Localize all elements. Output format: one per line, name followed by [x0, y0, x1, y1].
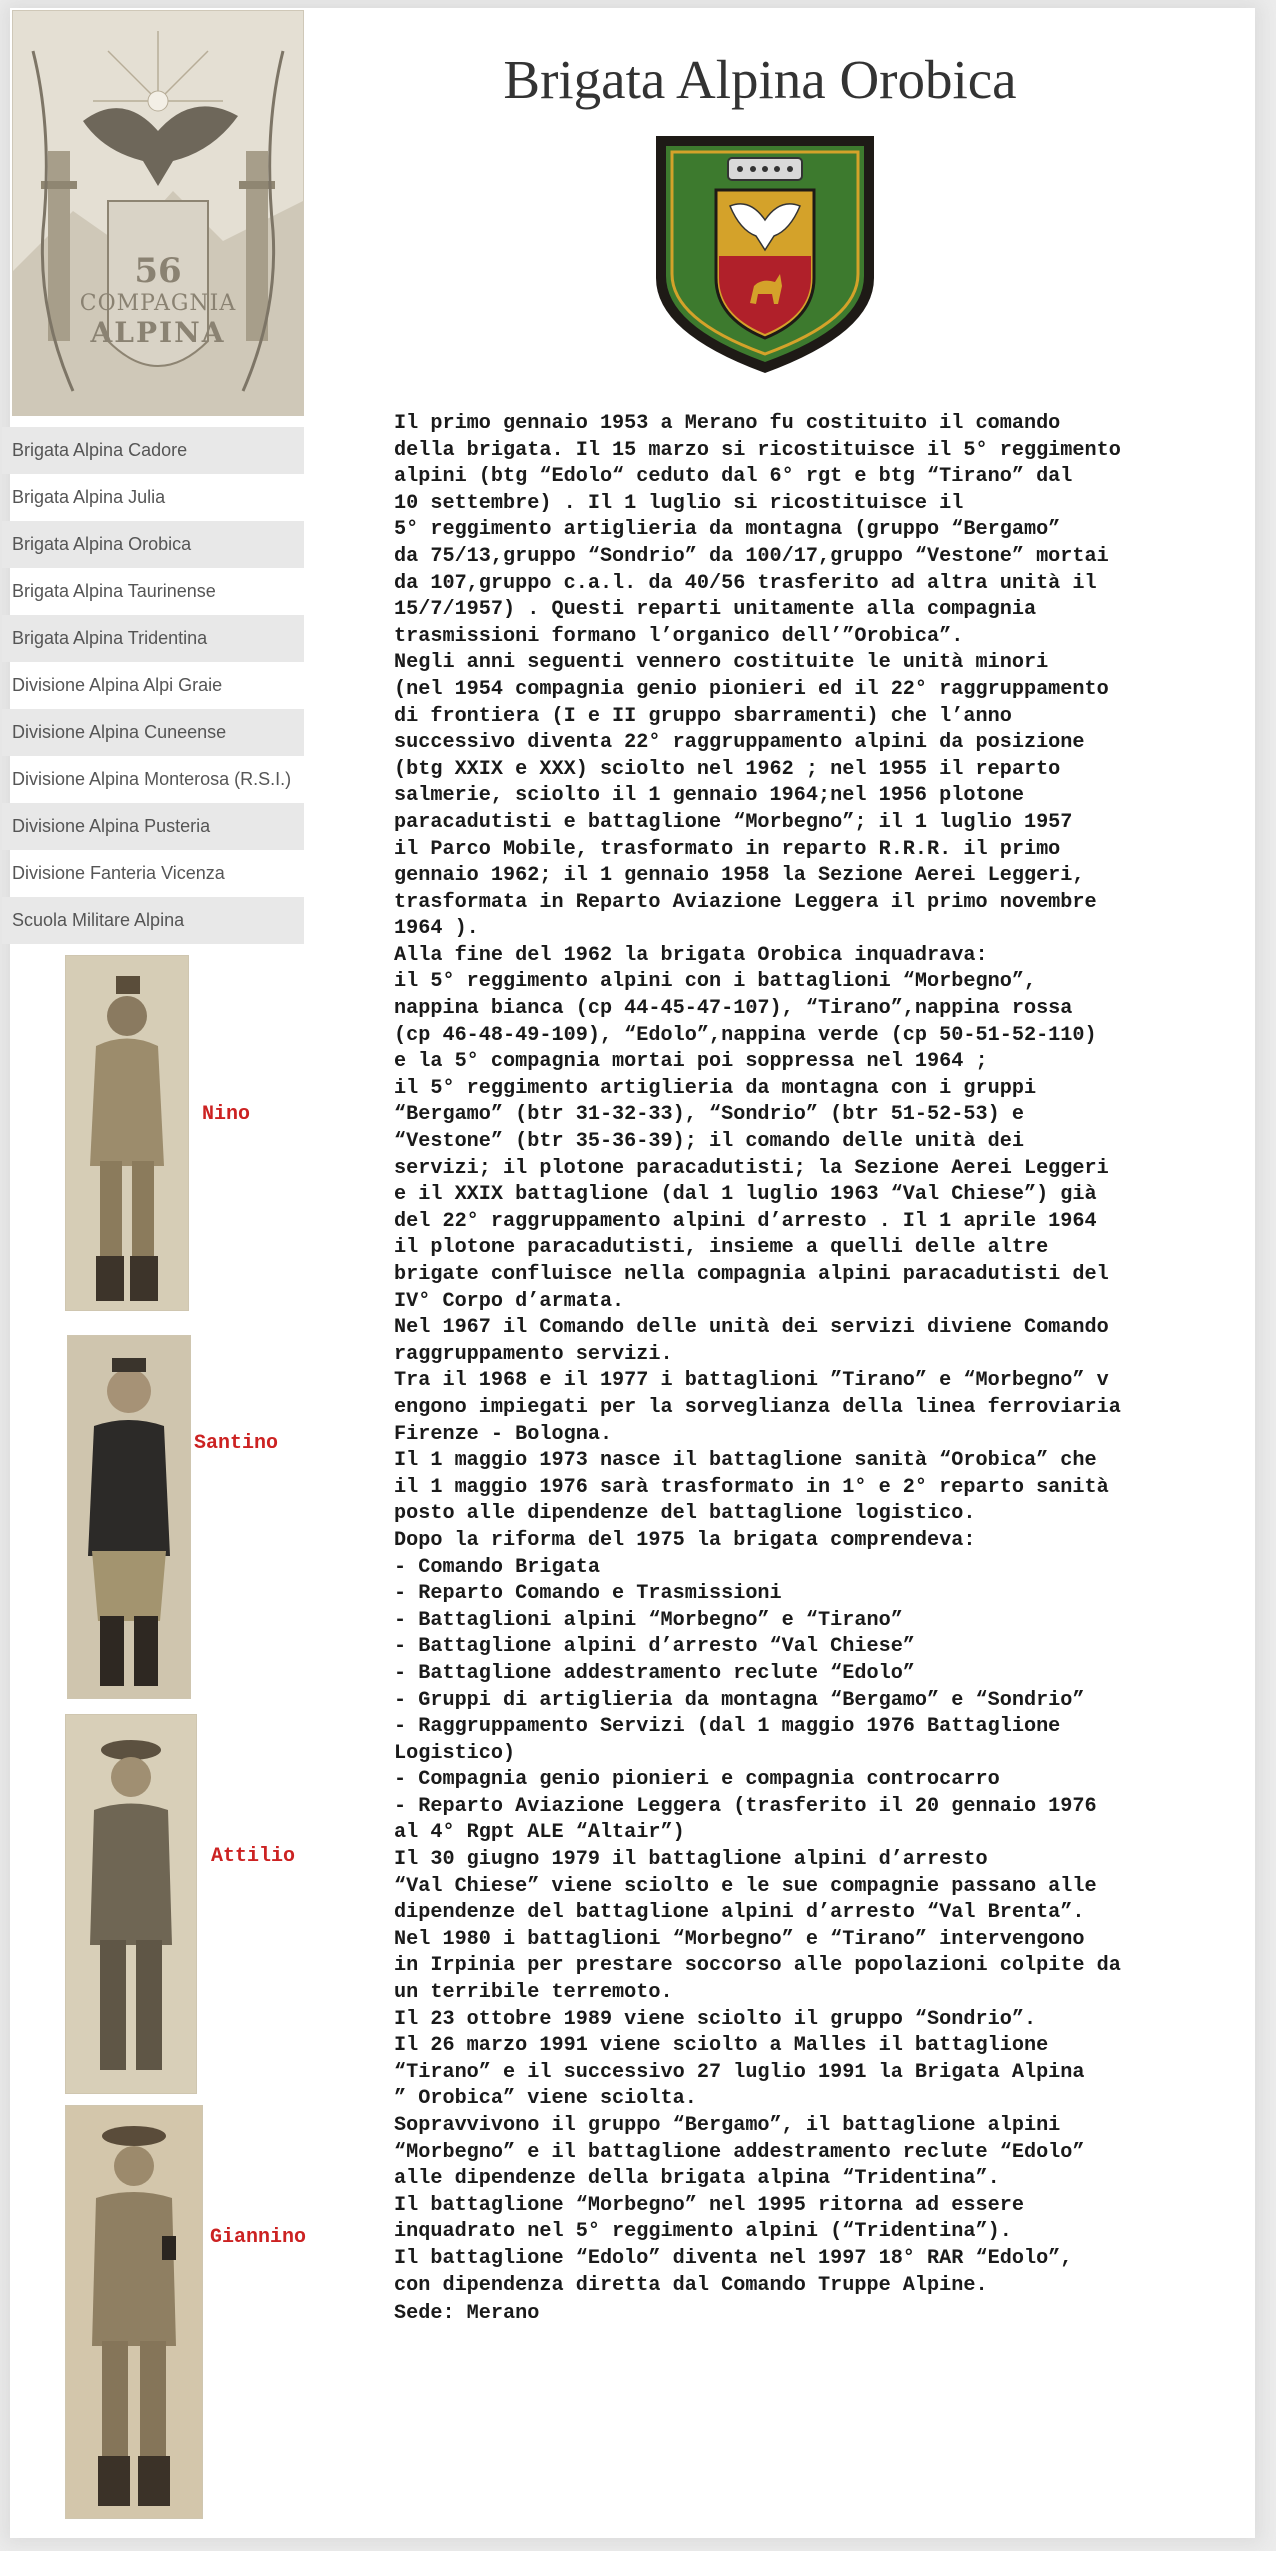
- history-text-line: trasformata in Reparto Aviazione Leggera il primo novembre: [394, 890, 1097, 914]
- history-text-line: al 4° Rgpt ALE “Altair”): [394, 1821, 685, 1845]
- history-text-line: Firenze - Bologna.: [394, 1422, 613, 1446]
- history-text-line: - Compagnia genio pionieri e compagnia controcarro: [394, 1768, 1000, 1792]
- history-text-line: 5° reggimento artiglieria da montagna (gruppo “Bergamo”: [394, 518, 1061, 542]
- history-text-line: IV° Corpo d’armata.: [394, 1289, 625, 1313]
- history-text-line: Il 23 ottobre 1989 viene sciolto il gruppo “Sondrio”.: [394, 2007, 1037, 2031]
- sidebar-menu: [2, 427, 304, 944]
- history-text-line: Nel 1967 il Comando delle unità dei servizi diviene Comando: [394, 1316, 1109, 1340]
- history-text-line: servizi; il plotone paracadutisti; la Sezione Aerei Leggeri: [394, 1156, 1109, 1180]
- history-text-line: Nel 1980 i battaglioni “Morbegno” e “Tirano” intervengono: [394, 1927, 1085, 1951]
- history-text-line: Logistico): [394, 1741, 516, 1765]
- history-text-line: il Parco Mobile, trasformato in reparto R.R.R. il primo: [394, 837, 1061, 861]
- portrait-giannino-label: Giannino: [210, 2226, 307, 2249]
- postcard-line2: ALPINA: [90, 316, 226, 349]
- history-text-line: raggruppamento servizi.: [394, 1342, 673, 1366]
- sidebar-item-vicenza[interactable]: Divisione Fanteria Vicenza: [12, 863, 225, 883]
- history-text-line: - Battaglioni alpini “Morbegno” e “Tirano”: [394, 1608, 903, 1632]
- history-text-line: dipendenze del battaglione alpini d’arresto “Val Brenta”.: [394, 1901, 1085, 1925]
- history-text-line: 10 settembre) . Il 1 luglio si ricostituisce il: [394, 491, 964, 515]
- history-text-line: “Tirano” e il successivo 27 luglio 1991 la Brigata Alpina: [394, 2060, 1085, 2084]
- history-text-line: - Battaglione addestramento reclute “Edolo”: [394, 1661, 915, 1685]
- sidebar-item-orobica[interactable]: Brigata Alpina Orobica: [2, 521, 304, 568]
- sidebar-item-alpi-graie[interactable]: Divisione Alpina Alpi Graie: [12, 675, 223, 695]
- history-text-line: Sopravvivono il gruppo “Bergamo”, il battaglione alpini: [394, 2114, 1061, 2137]
- history-text-line: inquadrato nel 5° reggimento alpini (“Tridentina”).: [394, 2220, 1012, 2244]
- history-text-line: della brigata. Il 15 marzo si ricostituisce il 5° reggimento: [394, 438, 1121, 462]
- history-text-line: un terribile terremoto.: [394, 1981, 673, 2005]
- history-text-line: Il 1 maggio 1973 nasce il battaglione sanità “Orobica” che: [394, 1449, 1097, 1473]
- history-text-line: trasmissioni formano l’organico dell’”Orobica”.: [394, 624, 964, 648]
- history-text-line: il 5° reggimento alpini con i battaglioni “Morbegno”,: [394, 970, 1037, 994]
- history-text-line: (cp 46-48-49-109), “Edolo”,nappina verde (cp 50-51-52-110): [394, 1023, 1097, 1047]
- history-text-line: Alla fine del 1962 la brigata Orobica inquadrava:: [394, 943, 988, 967]
- history-text-line: (btg XXIX e XXX) sciolto nel 1962 ; nel 1955 il reparto: [394, 757, 1061, 781]
- history-text-line: salmerie, sciolto il 1 gennaio 1964;nel 1956 plotone: [394, 784, 1024, 808]
- history-text-line: - Reparto Comando e Trasmissioni: [394, 1582, 782, 1606]
- history-text-line: 15/7/1957) . Questi reparti unitamente alla compagnia: [394, 598, 1037, 622]
- history-text-line: Il 26 marzo 1991 viene sciolto a Malles il battaglione: [394, 2034, 1049, 2058]
- history-text-line: e la 5° compagnia mortai poi soppressa nel 1964 ;: [394, 1050, 988, 1074]
- history-text-line: paracadutisti e battaglione “Morbegno”; il 1 luglio 1957: [394, 810, 1073, 834]
- portrait-nino-photo: [65, 955, 189, 1311]
- postcard-number: 56: [134, 251, 182, 291]
- history-text-line: brigate confluisce nella compagnia alpini paracadutisti del: [394, 1263, 1109, 1286]
- history-text-line: (nel 1954 compagnia genio pionieri ed il 22° raggruppamento: [394, 677, 1109, 701]
- postcard-illustration: [13, 11, 303, 415]
- history-text-line: ” Orobica” viene sciolta.: [394, 2087, 697, 2111]
- history-text-line: il 5° reggimento artiglieria da montagna con i gruppi: [394, 1076, 1037, 1100]
- history-text-line: il 1 maggio 1976 sarà trasformato in 1° e 2° reparto sanità: [394, 1475, 1109, 1499]
- portrait-santino-photo: [67, 1335, 191, 1699]
- history-text-line: - Battaglione alpini d’arresto “Val Chiese”: [394, 1635, 915, 1659]
- history-text-line: “Bergamo” (btr 31-32-33), “Sondrio” (btr 51-52-53) e: [394, 1103, 1024, 1127]
- history-text-line: Tra il 1968 e il 1977 i battaglioni ”Tirano” e “Morbegno” v: [394, 1369, 1109, 1393]
- history-text-line: nappina bianca (cp 44-45-47-107), “Tirano”,nappina rossa: [394, 997, 1073, 1021]
- history-text-line: di frontiera (I e II gruppo sbarramenti) che l’anno: [394, 704, 1012, 728]
- sidebar-item-cadore[interactable]: Brigata Alpina Cadore: [2, 427, 304, 474]
- portrait-attilio-label: Attilio: [211, 1845, 296, 1868]
- sidebar-item-pusteria[interactable]: Divisione Alpina Pusteria: [2, 803, 304, 850]
- history-text-line: Il battaglione “Edolo” diventa nel 1997 18° RAR “Edolo”,: [394, 2246, 1073, 2270]
- postcard-line1: COMPAGNIA: [79, 291, 237, 316]
- history-text-line: successivo diventa 22° raggruppamento alpini da posizione: [394, 731, 1085, 755]
- portrait-giannino-photo: [65, 2105, 203, 2519]
- history-text-line: engono impiegati per la sorveglianza della linea ferroviaria: [394, 1395, 1121, 1419]
- sidebar-item-monterosa[interactable]: Divisione Alpina Monterosa (R.S.I.): [12, 769, 292, 789]
- portrait-nino-label: Nino: [202, 1103, 251, 1126]
- history-text-line: - Gruppi di artiglieria da montagna “Bergamo” e “Sondrio”: [394, 1688, 1085, 1712]
- sidebar-item-cuneense[interactable]: Divisione Alpina Cuneense: [2, 709, 304, 756]
- page-title: Brigata Alpina Orobica: [503, 49, 1017, 110]
- history-text-line: Dopo la riforma del 1975 la brigata comprendeva:: [394, 1528, 976, 1552]
- history-text-line: “Val Chiese” viene sciolto e le sue compagnie passano alle: [394, 1874, 1097, 1898]
- history-text-line: alle dipendenze della brigata alpina “Tridentina”.: [394, 2167, 1000, 2191]
- history-text-line: il plotone paracadutisti, insieme a quelli delle altre: [394, 1236, 1049, 1260]
- history-text-line: Negli anni seguenti vennero costituite le unità minori: [394, 651, 1049, 675]
- history-text: [394, 411, 1244, 2299]
- history-text-line: con dipendenza diretta dal Comando Truppe Alpine.: [394, 2273, 988, 2297]
- history-text-line: Il primo gennaio 1953 a Merano fu costituito il comando: [394, 412, 1061, 435]
- history-text-line: “Vestone” (btr 35-36-39); il comando delle unità dei: [394, 1130, 1024, 1154]
- history-text-line: Il battaglione “Morbegno” nel 1995 ritorna ad essere: [394, 2193, 1024, 2217]
- sidebar-item-julia[interactable]: Brigata Alpina Julia: [12, 487, 166, 507]
- history-text-line: 1964 ).: [394, 917, 479, 941]
- sidebar-item-scuola-militare[interactable]: Scuola Militare Alpina: [2, 897, 304, 944]
- history-text-line: - Comando Brigata: [394, 1555, 600, 1579]
- history-text-line: del 22° raggruppamento alpini d’arresto . Il 1 aprile 1964: [394, 1209, 1097, 1233]
- history-text-line: gennaio 1962; il 1 gennaio 1958 la Sezione Aerei Leggeri,: [394, 864, 1085, 888]
- history-text-line: alpini (btg “Edolo“ ceduto dal 6° rgt e btg “Tirano” dal: [394, 465, 1073, 489]
- sidebar-item-tridentina[interactable]: Brigata Alpina Tridentina: [2, 615, 304, 662]
- compagnia-postcard-image: [12, 10, 304, 416]
- sede-label: Sede: Merano: [394, 2302, 540, 2325]
- history-text-line: - Raggruppamento Servizi (dal 1 maggio 1976 Battaglione: [394, 1715, 1061, 1739]
- history-text-line: “Morbegno” e il battaglione addestramento reclute “Edolo”: [394, 2140, 1085, 2164]
- history-text-line: Il 30 giugno 1979 il battaglione alpini d’arresto: [394, 1848, 988, 1872]
- history-text-line: posto alle dipendenze del battaglione logistico.: [394, 1502, 976, 1526]
- history-text-line: e il XXIX battaglione (dal 1 luglio 1963 “Val Chiese”) già: [394, 1183, 1097, 1207]
- portrait-santino-label: Santino: [194, 1432, 279, 1455]
- postcard-caption: [13, 251, 303, 349]
- history-text-line: da 107,gruppo c.a.l. da 40/56 trasferito ad altra unità il: [394, 571, 1097, 595]
- portrait-attilio-photo: [65, 1714, 197, 2094]
- orobica-crest-icon: [650, 128, 880, 378]
- history-text-line: - Reparto Aviazione Leggera (trasferito il 20 gennaio 1976: [394, 1794, 1097, 1818]
- sidebar-item-taurinense[interactable]: Brigata Alpina Taurinense: [12, 581, 216, 601]
- history-text-line: in Irpinia per prestare soccorso alle popolazioni colpite da: [394, 1954, 1121, 1978]
- history-text-line: da 75/13,gruppo “Sondrio” da 100/17,gruppo “Vestone” mortai: [394, 544, 1109, 568]
